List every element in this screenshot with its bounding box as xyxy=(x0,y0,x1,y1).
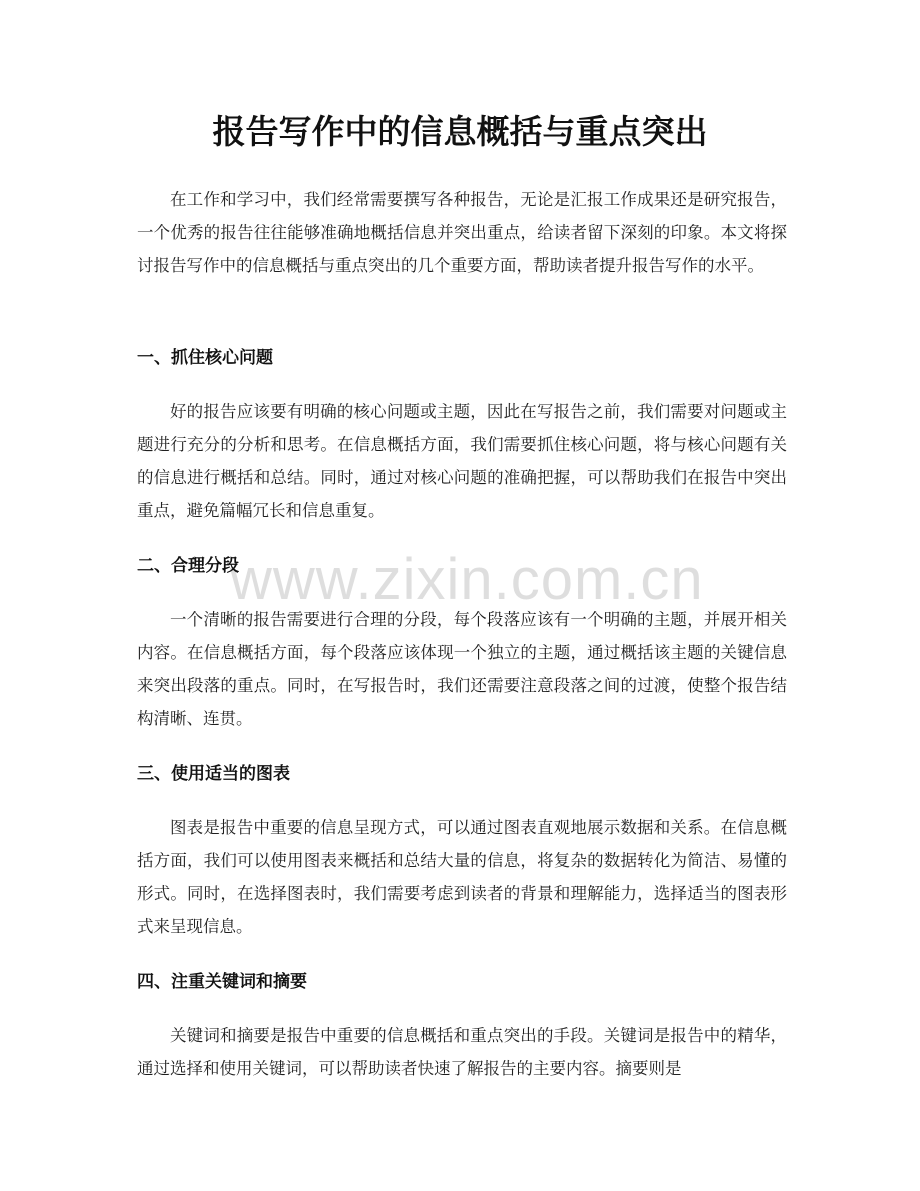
intro-paragraph: 在工作和学习中，我们经常需要撰写各种报告，无论是汇报工作成果还是研究报告，一个优秀的报告往往能够准确地概括信息并突出重点，给读者留下深刻的印象。本文将探讨报告写作中的信息概括与重点突出的几个重要方面，帮助读者提升报告写作的水平。 xyxy=(137,190,787,275)
section-body-1: 好的报告应该要有明确的核心问题或主题，因此在写报告之前，我们需要对问题或主题进行充分的分析和思考。在信息概括方面，我们需要抓住核心问题，将与核心问题有关的信息进行概括和总结。同时，通过对核心问题的准确把握，可以帮助我们在报告中突出重点，避免篇幅冗长和信息重复。 xyxy=(137,402,787,520)
section-body-2: 一个清晰的报告需要进行合理的分段，每个段落应该有一个明确的主题，并展开相关内容。在信息概括方面，每个段落应该体现一个独立的主题，通过概括该主题的关键信息来突出段落的重点。同时，在写报告时，我们还需要注意段落之间的过渡，使整个报告结构清晰、连贯。 xyxy=(137,610,787,728)
section-heading-3: 三、使用适当的图表 xyxy=(137,764,290,784)
section-body-3: 图表是报告中重要的信息呈现方式，可以通过图表直观地展示数据和关系。在信息概括方面，我们可以使用图表来概括和总结大量的信息，将复杂的数据转化为简洁、易懂的形式。同时，在选择图表时，我们需要考虑到读者的背景和理解能力，选择适当的图表形式来呈现信息。 xyxy=(137,818,787,936)
section-heading-1: 一、抓住核心问题 xyxy=(137,348,273,368)
section-heading-2: 二、合理分段 xyxy=(137,556,239,576)
section-heading-4: 四、注重关键词和摘要 xyxy=(137,972,307,992)
document-title: 报告写作中的信息概括与重点突出 xyxy=(212,112,708,151)
section-body-4: 关键词和摘要是报告中重要的信息概括和重点突出的手段。关键词是报告中的精华，通过选择和使用关键词，可以帮助读者快速了解报告的主要内容。摘要则是 xyxy=(137,1026,787,1078)
watermark: www.zixin.com.cn xyxy=(230,547,704,612)
